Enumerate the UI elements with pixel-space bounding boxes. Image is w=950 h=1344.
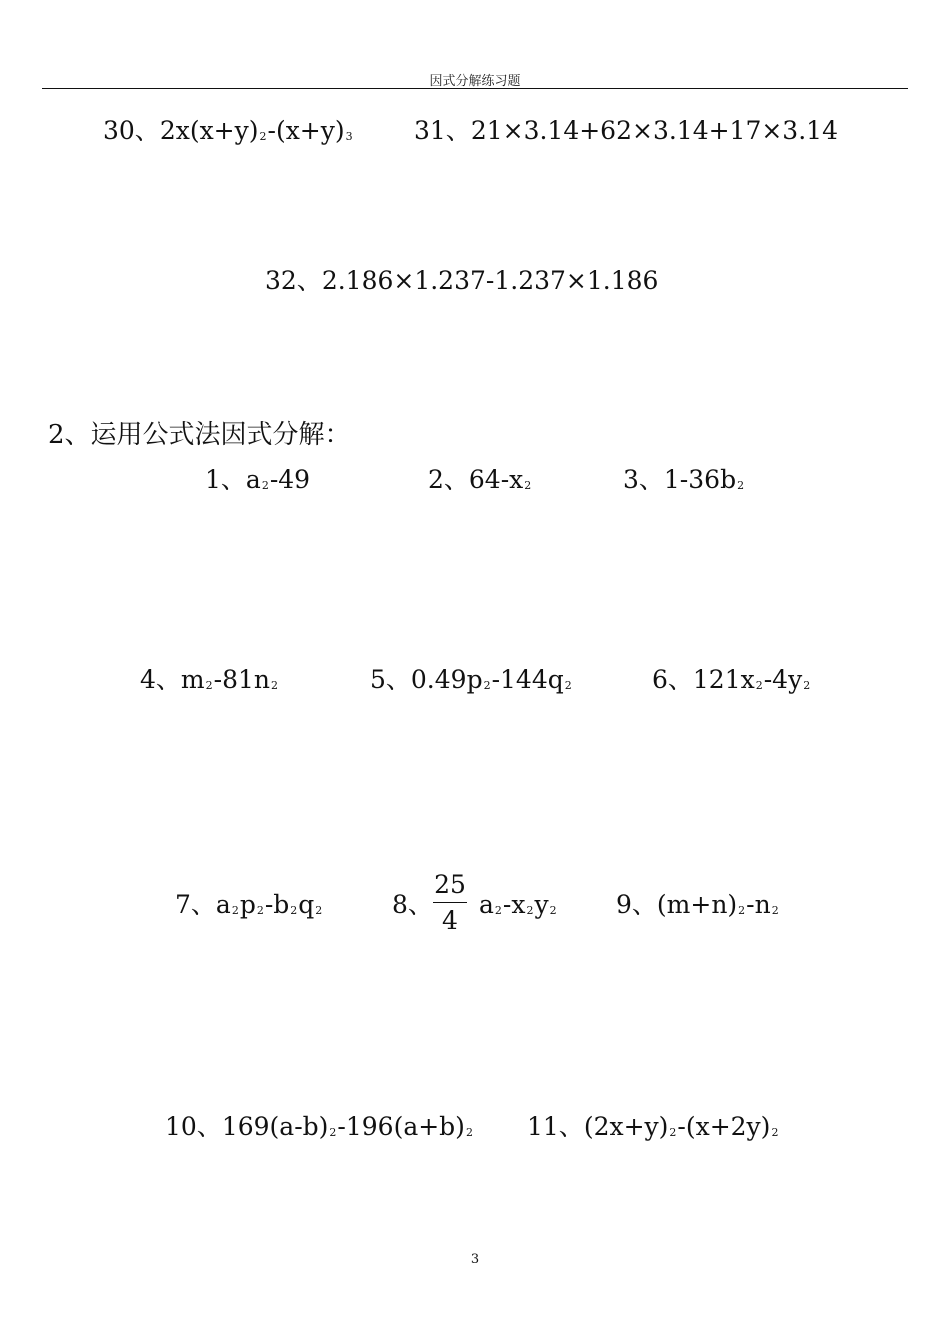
problem-label: 5、 [370,665,411,694]
exponent: 3 [345,130,353,143]
problem-label: 6、 [652,665,693,694]
exponent: 2 [755,679,763,692]
problem-30 [103,118,354,143]
page-header-title: 因式分解练习题 [429,74,521,89]
exponent: 2 [205,679,213,692]
problem-label: 4、 [140,665,181,694]
expr-part: -4y [763,665,803,694]
expr-part: 2.186×1.237-1.237×1.186 [321,266,659,295]
problem-4 [140,667,279,692]
expr-part: 1-36b [663,465,737,494]
problem-6 [652,667,811,692]
exponent: 2 [261,479,269,492]
expr-part: -(x+y) [267,116,345,145]
expr-part: q [298,890,315,919]
problem-label: 10、 [165,1112,222,1141]
problem-label: 9、 [616,890,657,919]
expr-part: 169(a-b) [221,1112,329,1141]
exponent: 2 [771,1126,779,1139]
exponent: 2 [549,904,557,917]
exponent: 2 [524,479,532,492]
problem-10 [165,1114,474,1139]
problem-31 [414,118,838,143]
problem-label: 1、 [205,465,246,494]
problem-5 [370,667,573,692]
problem-label: 30、 [103,116,160,145]
exponent: 2 [315,904,323,917]
expr-part: -b [264,890,290,919]
problem-label: 31、 [414,116,471,145]
expr-part: p [239,890,256,919]
header-rule [42,88,908,89]
expr-part: -196(a+b) [337,1112,465,1141]
exponent: 2 [259,130,267,143]
expr-part: 0.49p [410,665,483,694]
exponent: 2 [465,1126,473,1139]
exponent: 2 [290,904,298,917]
expr-part: (m+n) [656,890,738,919]
problem-label: 32、 [265,266,322,295]
expr-part: 2x(x+y) [159,116,259,145]
fraction-denominator: 4 [442,906,458,935]
problem-label: 11、 [527,1112,584,1141]
exponent: 2 [564,679,572,692]
exponent: 2 [256,904,264,917]
expr-part: 121x [692,665,755,694]
expr-part: -(x+2y) [677,1112,771,1141]
exponent: 2 [771,904,779,917]
expr-part: 21×3.14+62×3.14+17×3.14 [470,116,838,145]
exponent: 2 [803,679,811,692]
exponent: 2 [483,679,491,692]
expr-part: -81n [213,665,270,694]
problem-11 [527,1114,779,1139]
exponent: 2 [738,904,746,917]
problem-7 [175,892,323,917]
expr-part: -49 [269,465,311,494]
expr-part: 64-x [468,465,524,494]
expr-part: -144q [491,665,564,694]
expr-part: y [534,890,549,919]
problem-2 [428,467,532,492]
problem-label: 2、 [428,465,469,494]
problem-label: 3、 [623,465,664,494]
expr-part: a [479,890,494,919]
exponent: 2 [231,904,239,917]
problem-9 [616,892,780,917]
problem-8-label [392,892,433,917]
expr-part: a [245,465,261,494]
problem-label: 8、 [392,890,433,919]
exponent: 2 [526,904,534,917]
problem-8-expression [479,892,558,917]
expr-part: a [215,890,231,919]
problem-32 [265,268,658,293]
problem-label: 7、 [175,890,216,919]
page-number: 3 [470,1252,480,1267]
exponent: 2 [494,904,502,917]
expr-part: m [180,665,205,694]
expr-part: (2x+y) [583,1112,669,1141]
expr-part: -n [746,890,771,919]
exponent: 2 [329,1126,337,1139]
exponent: 2 [669,1126,677,1139]
problem-1 [205,467,310,492]
fraction-25-over-4 [433,870,467,935]
section-2-title: 2、运用公式法因式分解： [48,420,351,450]
exponent: 2 [737,479,745,492]
problem-3 [623,467,745,492]
fraction-numerator: 25 [433,870,467,903]
expr-part: -x [502,890,526,919]
exponent: 2 [271,679,278,692]
